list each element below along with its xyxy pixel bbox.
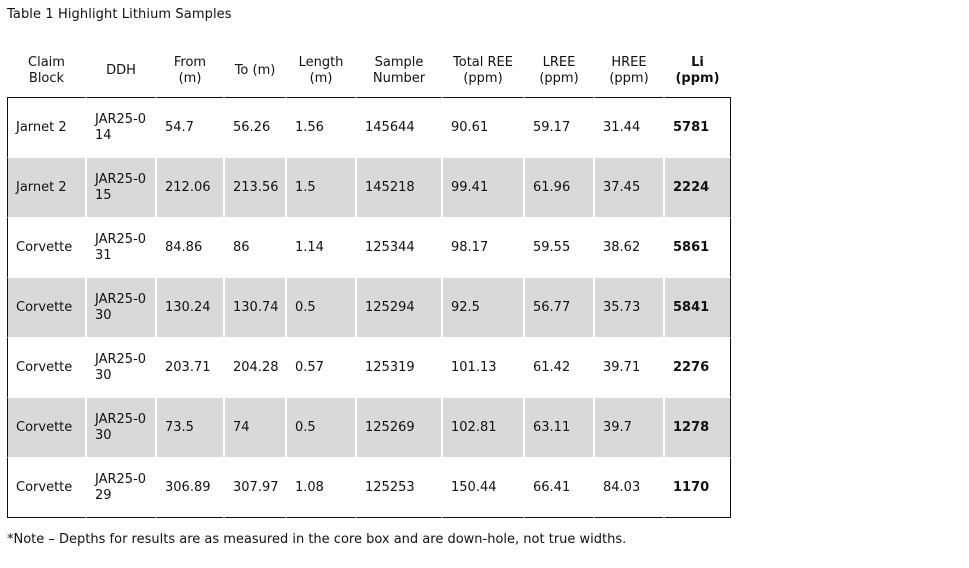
cell-to: 74 bbox=[224, 398, 286, 458]
cell-length: 1.5 bbox=[286, 158, 356, 218]
cell-to: 56.26 bbox=[224, 97, 286, 158]
cell-li: 2224 bbox=[664, 158, 731, 218]
cell-to: 213.56 bbox=[224, 158, 286, 218]
cell-hree: 37.45 bbox=[594, 158, 664, 218]
cell-total-ree: 102.81 bbox=[442, 398, 524, 458]
cell-sample-number: 125294 bbox=[356, 278, 442, 338]
cell-li: 5841 bbox=[664, 278, 731, 338]
table-caption: Table 1 Highlight Lithium Samples bbox=[7, 7, 232, 22]
cell-claim-block: Jarnet 2 bbox=[7, 158, 86, 218]
cell-claim-block: Corvette bbox=[7, 338, 86, 398]
cell-total-ree: 99.41 bbox=[442, 158, 524, 218]
cell-length: 0.57 bbox=[286, 338, 356, 398]
cell-length: 0.5 bbox=[286, 278, 356, 338]
column-header-claim-block: Claim Block bbox=[7, 45, 86, 97]
table-row bbox=[7, 158, 731, 218]
cell-lree: 63.11 bbox=[524, 398, 594, 458]
cell-li: 1170 bbox=[664, 458, 731, 518]
cell-ddh: JAR25-030 bbox=[86, 278, 156, 338]
cell-to: 204.28 bbox=[224, 338, 286, 398]
cell-claim-block: Corvette bbox=[7, 458, 86, 518]
cell-ddh: JAR25-029 bbox=[86, 458, 156, 518]
cell-sample-number: 125319 bbox=[356, 338, 442, 398]
cell-from: 84.86 bbox=[156, 218, 224, 278]
table-row bbox=[7, 278, 731, 338]
cell-sample-number: 145218 bbox=[356, 158, 442, 218]
cell-length: 1.08 bbox=[286, 458, 356, 518]
cell-lree: 59.55 bbox=[524, 218, 594, 278]
column-header-lree: LREE (ppm) bbox=[524, 45, 594, 97]
cell-length: 1.56 bbox=[286, 97, 356, 158]
cell-hree: 39.7 bbox=[594, 398, 664, 458]
cell-sample-number: 145644 bbox=[356, 97, 442, 158]
cell-length: 0.5 bbox=[286, 398, 356, 458]
cell-li: 2276 bbox=[664, 338, 731, 398]
cell-from: 306.89 bbox=[156, 458, 224, 518]
cell-ddh: JAR25-015 bbox=[86, 158, 156, 218]
cell-hree: 31.44 bbox=[594, 97, 664, 158]
cell-from: 130.24 bbox=[156, 278, 224, 338]
table-row bbox=[7, 218, 731, 278]
cell-ddh: JAR25-030 bbox=[86, 338, 156, 398]
table-row bbox=[7, 398, 731, 458]
table-row bbox=[7, 97, 731, 158]
cell-hree: 38.62 bbox=[594, 218, 664, 278]
table-row bbox=[7, 338, 731, 398]
cell-hree: 39.71 bbox=[594, 338, 664, 398]
cell-to: 307.97 bbox=[224, 458, 286, 518]
cell-from: 212.06 bbox=[156, 158, 224, 218]
column-header-li: Li (ppm) bbox=[664, 45, 731, 97]
column-header-ddh: DDH bbox=[86, 45, 156, 97]
cell-total-ree: 92.5 bbox=[442, 278, 524, 338]
cell-total-ree: 101.13 bbox=[442, 338, 524, 398]
cell-from: 73.5 bbox=[156, 398, 224, 458]
cell-ddh: JAR25-031 bbox=[86, 218, 156, 278]
header-row bbox=[7, 45, 731, 97]
cell-claim-block: Corvette bbox=[7, 398, 86, 458]
cell-lree: 66.41 bbox=[524, 458, 594, 518]
cell-total-ree: 90.61 bbox=[442, 97, 524, 158]
cell-to: 130.74 bbox=[224, 278, 286, 338]
cell-total-ree: 150.44 bbox=[442, 458, 524, 518]
cell-from: 54.7 bbox=[156, 97, 224, 158]
cell-lree: 61.42 bbox=[524, 338, 594, 398]
cell-claim-block: Corvette bbox=[7, 278, 86, 338]
cell-length: 1.14 bbox=[286, 218, 356, 278]
cell-li: 5861 bbox=[664, 218, 731, 278]
cell-lree: 61.96 bbox=[524, 158, 594, 218]
column-header-to: To (m) bbox=[224, 45, 286, 97]
cell-sample-number: 125269 bbox=[356, 398, 442, 458]
cell-ddh: JAR25-014 bbox=[86, 97, 156, 158]
table-footnote: *Note – Depths for results are as measured in the core box and are down-hole, not true widths. bbox=[7, 532, 627, 547]
column-header-length: Length (m) bbox=[286, 45, 356, 97]
cell-claim-block: Jarnet 2 bbox=[7, 97, 86, 158]
cell-hree: 84.03 bbox=[594, 458, 664, 518]
table-row bbox=[7, 458, 731, 518]
cell-lree: 56.77 bbox=[524, 278, 594, 338]
column-header-sample-number: Sample Number bbox=[356, 45, 442, 97]
cell-total-ree: 98.17 bbox=[442, 218, 524, 278]
column-header-from: From (m) bbox=[156, 45, 224, 97]
column-header-hree: HREE (ppm) bbox=[594, 45, 664, 97]
cell-sample-number: 125344 bbox=[356, 218, 442, 278]
cell-claim-block: Corvette bbox=[7, 218, 86, 278]
cell-li: 5781 bbox=[664, 97, 731, 158]
cell-to: 86 bbox=[224, 218, 286, 278]
cell-li: 1278 bbox=[664, 398, 731, 458]
cell-from: 203.71 bbox=[156, 338, 224, 398]
cell-sample-number: 125253 bbox=[356, 458, 442, 518]
cell-lree: 59.17 bbox=[524, 97, 594, 158]
lithium-samples-table bbox=[7, 45, 731, 518]
column-header-total-ree: Total REE (ppm) bbox=[442, 45, 524, 97]
cell-ddh: JAR25-030 bbox=[86, 398, 156, 458]
cell-hree: 35.73 bbox=[594, 278, 664, 338]
